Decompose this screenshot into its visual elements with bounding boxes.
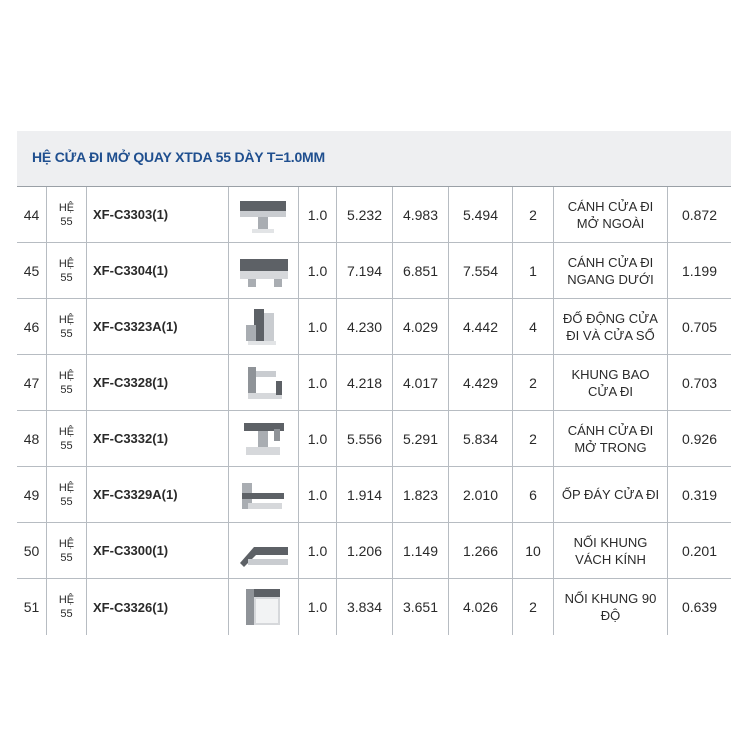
weight-value-3: 4.429 xyxy=(449,355,513,410)
system-label: HỆ 55 xyxy=(47,411,87,466)
row-number: 45 xyxy=(17,243,47,298)
profile-table xyxy=(17,131,731,641)
quantity-value: 6 xyxy=(513,467,554,522)
profile-image xyxy=(229,523,299,578)
kg-per-meter-value: 0.639 xyxy=(681,599,718,615)
weight-value-3: 7.554 xyxy=(449,243,513,298)
profile-image xyxy=(229,467,299,522)
system-label: HỆ 55 xyxy=(47,467,87,522)
weight-value-1: 1.914 xyxy=(337,467,393,522)
thickness-value: 1.0 xyxy=(299,579,337,635)
quantity-value: 2 xyxy=(513,187,554,242)
weight-value-3: 5.834 xyxy=(449,411,513,466)
thickness-value: 1.0 xyxy=(299,411,337,466)
system-label: HỆ 55 xyxy=(47,243,87,298)
door-frame-profile-icon xyxy=(234,361,294,405)
weight-value-1: 4.218 xyxy=(337,355,393,410)
row-number: 48 xyxy=(17,411,47,466)
weight-value-3: 1.266 xyxy=(449,523,513,578)
row-number: 50 xyxy=(17,523,47,578)
profile-image xyxy=(229,355,299,410)
profile-image xyxy=(229,579,299,635)
quantity-value: 10 xyxy=(513,523,554,578)
kg-per-meter-value: 0.201 xyxy=(681,542,718,559)
kg-per-meter-value: 0.872 xyxy=(681,206,718,223)
weight-value-2: 4.029 xyxy=(393,299,449,354)
weight-value-1: 5.232 xyxy=(337,187,393,242)
moving-mullion-profile-icon xyxy=(234,305,294,349)
table-row xyxy=(17,187,731,243)
weight-value-1: 3.834 xyxy=(337,579,393,635)
thickness-value: 1.0 xyxy=(299,243,337,298)
row-number: 51 xyxy=(17,579,47,635)
profile-description: ĐỐ ĐỘNG CỬA ĐI VÀ CỬA SỔ xyxy=(554,299,668,354)
thickness-value: 1.0 xyxy=(299,523,337,578)
row-number: 49 xyxy=(17,467,47,522)
table-title: HỆ CỬA ĐI MỞ QUAY XTDA 55 DÀY T=1.0MM xyxy=(32,149,325,165)
quantity-value: 1 xyxy=(513,243,554,298)
table-row xyxy=(17,467,731,523)
profile-description: CÁNH CỬA ĐI MỞ TRONG xyxy=(554,411,668,466)
weight-value-2: 4.017 xyxy=(393,355,449,410)
product-code: XF-C3332(1) xyxy=(87,411,229,466)
profile-description: KHUNG BAO CỬA ĐI xyxy=(554,355,668,410)
row-number: 44 xyxy=(17,187,47,242)
system-label: HỆ 55 xyxy=(47,579,87,635)
system-label: HỆ 55 xyxy=(47,355,87,410)
glass-wall-connector-profile-icon xyxy=(234,529,294,573)
door-sash-inward-profile-icon xyxy=(234,417,294,461)
kg-per-meter-value: 0.319 xyxy=(681,486,718,503)
table-row xyxy=(17,411,731,467)
weight-value-2: 4.983 xyxy=(393,187,449,242)
product-code: XF-C3303(1) xyxy=(87,187,229,242)
table-row xyxy=(17,579,731,635)
weight-value-1: 1.206 xyxy=(337,523,393,578)
weight-value-3: 2.010 xyxy=(449,467,513,522)
profile-image xyxy=(229,187,299,242)
product-code: XF-C3323A(1) xyxy=(87,299,229,354)
thickness-value: 1.0 xyxy=(299,467,337,522)
kg-per-meter-value: 0.705 xyxy=(681,318,718,335)
weight-value-1: 7.194 xyxy=(337,243,393,298)
product-code: XF-C3304(1) xyxy=(87,243,229,298)
weight-value-1: 4.230 xyxy=(337,299,393,354)
profile-description: ỐP ĐÁY CỬA ĐI xyxy=(554,467,668,522)
profile-description: CÁNH CỬA ĐI NGANG DƯỚI xyxy=(554,243,668,298)
weight-value-2: 1.823 xyxy=(393,467,449,522)
table-row xyxy=(17,243,731,299)
quantity-value: 4 xyxy=(513,299,554,354)
table-row xyxy=(17,299,731,355)
profile-image xyxy=(229,243,299,298)
profile-image xyxy=(229,411,299,466)
profile-description: CÁNH CỬA ĐI MỞ NGOÀI xyxy=(554,187,668,242)
table-header xyxy=(17,131,731,187)
weight-value-2: 5.291 xyxy=(393,411,449,466)
table-body xyxy=(17,187,731,635)
profile-image xyxy=(229,299,299,354)
kg-per-meter-value: 0.703 xyxy=(681,374,718,391)
quantity-value: 2 xyxy=(513,579,554,635)
row-number: 46 xyxy=(17,299,47,354)
kg-per-meter-value: 1.199 xyxy=(681,262,718,279)
product-code: XF-C3326(1) xyxy=(87,579,229,635)
thickness-value: 1.0 xyxy=(299,299,337,354)
system-label: HỆ 55 xyxy=(47,299,87,354)
table-row xyxy=(17,355,731,411)
table-row xyxy=(17,523,731,579)
weight-value-2: 6.851 xyxy=(393,243,449,298)
door-sash-bottom-rail-profile-icon xyxy=(234,249,294,293)
door-sash-outward-profile-icon xyxy=(234,193,294,237)
row-number: 47 xyxy=(17,355,47,410)
profile-description: NỐI KHUNG 90 ĐỘ xyxy=(554,579,668,635)
kg-per-meter-value: 0.926 xyxy=(681,430,718,447)
quantity-value: 2 xyxy=(513,411,554,466)
weight-value-3: 4.026 xyxy=(449,579,513,635)
system-label: HỆ 55 xyxy=(47,523,87,578)
profile-description: NỐI KHUNG VÁCH KÍNH xyxy=(554,523,668,578)
weight-value-2: 3.651 xyxy=(393,579,449,635)
system-label: HỆ 55 xyxy=(47,187,87,242)
corner-90-connector-profile-icon xyxy=(234,585,294,629)
product-code: XF-C3329A(1) xyxy=(87,467,229,522)
weight-value-3: 5.494 xyxy=(449,187,513,242)
product-code: XF-C3328(1) xyxy=(87,355,229,410)
weight-value-2: 1.149 xyxy=(393,523,449,578)
thickness-value: 1.0 xyxy=(299,187,337,242)
product-code: XF-C3300(1) xyxy=(87,523,229,578)
weight-value-1: 5.556 xyxy=(337,411,393,466)
quantity-value: 2 xyxy=(513,355,554,410)
thickness-value: 1.0 xyxy=(299,355,337,410)
door-bottom-cover-profile-icon xyxy=(234,473,294,517)
weight-value-3: 4.442 xyxy=(449,299,513,354)
